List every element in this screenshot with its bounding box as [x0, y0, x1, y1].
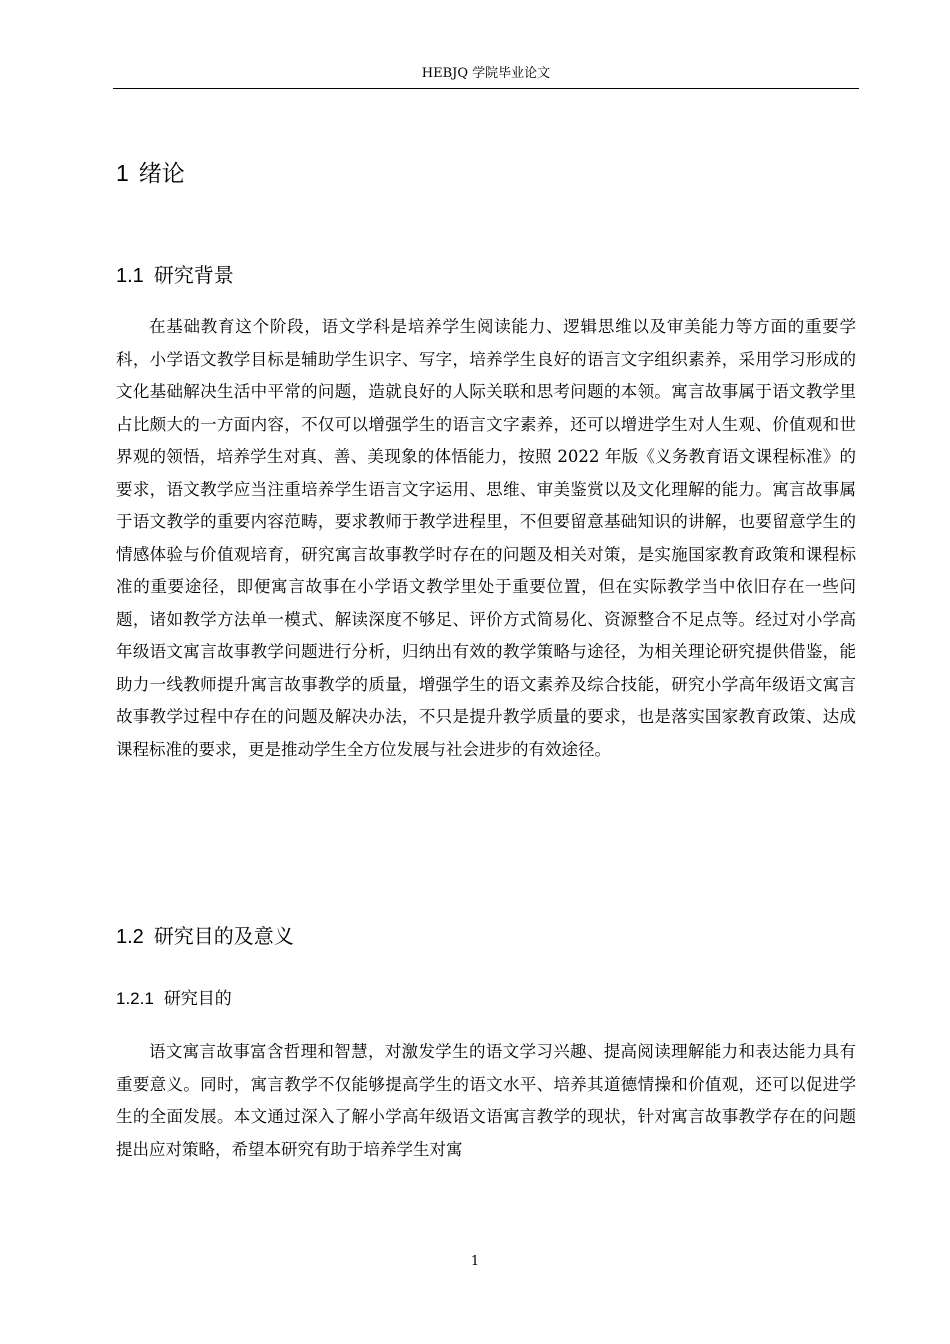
- section-title: 研究目的及意义: [153, 924, 294, 948]
- subsection-number: 1.2.1: [116, 989, 154, 1008]
- chapter-number: 1: [116, 160, 129, 186]
- body-paragraph-background: 在基础教育这个阶段，语文学科是培养学生阅读能力、逻辑思维以及审美能力等方面的重要学科，小学语文教学目标是辅助学生识字、写字，培养学生良好的语言文字组织素养，采用学习形成的文化基础解决生活中平常的问题，造就良好的人际关联和思考问题的本领。寓言故事属于语文教学里占比颇大的一方面内容，不仅可以增强学生的语言文字素养，还可以增进学生对人生观、价值观和世界观的领悟，培养学生对真、善、美现象的体悟能力，按照 2022 年版《义务教育语文课程标准》的要求，语文教学应当注重培养学生语言文字运用、思维、审美鉴赏以及文化理解的能力。寓言故事属于语文教学的重要内容范畴，要求教师于教学进程里，不但要留意基础知识的讲解，也要留意学生的情感体验与价值观培育，研究寓言故事教学时存在的问题及相关对策，是实施国家教育政策和课程标准的重要途径，即便寓言故事在小学语文教学里处于重要位置，但在实际教学当中依旧存在一些问题，诸如教学方法单一模式、解读深度不够足、评价方式简易化、资源整合不足点等。经过对小学高年级语文寓言故事教学问题进行分析，归纳出有效的教学策略与途径，为相关理论研究提供借鉴，能助力一线教师提升寓言故事教学的质量，增强学生的语文素养及综合技能，研究小学高年级语文寓言故事教学过程中存在的问题及解决办法，不只是提升教学质量的要求，也是落实国家教育政策、达成课程标准的要求，更是推动学生全方位发展与社会进步的有效途径。: [116, 317, 856, 759]
- section-heading-background: [116, 259, 234, 292]
- section-number: 1.1: [116, 265, 144, 287]
- subsection-title: 研究目的: [163, 989, 232, 1009]
- page-number: 1: [470, 1254, 480, 1269]
- section-title: 研究背景: [153, 263, 234, 287]
- subsection-heading-purpose: [116, 985, 232, 1013]
- header-title: HEBJQ 学院毕业论文: [421, 66, 551, 81]
- chapter-title: 绪论: [138, 161, 185, 187]
- section-number: 1.2: [116, 926, 144, 948]
- body-paragraph-purpose: 语文寓言故事富含哲理和智慧，对激发学生的语文学习兴趣、提高阅读理解能力和表达能力具有重要意义。同时，寓言教学不仅能够提高学生的语文水平、培养其道德情操和价值观，还可以促进学生的全面发展。本文通过深入了解小学高年级语文语寓言教学的现状，针对寓言故事教学存在的问题提出应对策略，希望本研究有助于培养学生对寓: [116, 1042, 856, 1159]
- section-heading-purpose-significance: [116, 920, 294, 953]
- chapter-heading: [116, 155, 185, 192]
- page-header: [113, 60, 859, 89]
